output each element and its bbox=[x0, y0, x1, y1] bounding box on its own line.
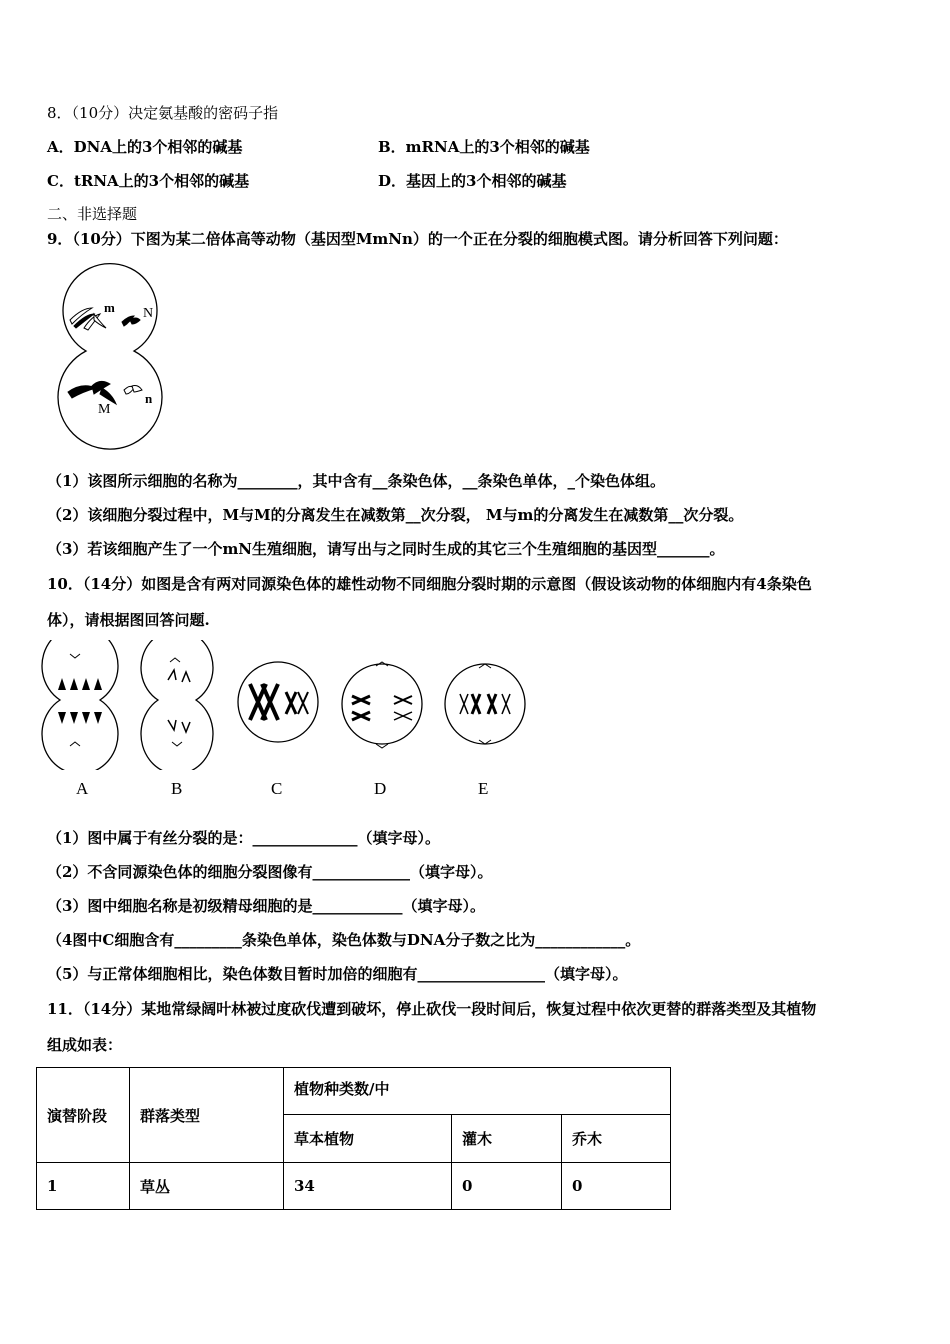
cell-shrub: 0 bbox=[452, 1163, 562, 1210]
cell-e bbox=[445, 664, 525, 744]
q9-cell-diagram bbox=[44, 258, 176, 458]
cell-a bbox=[42, 640, 118, 770]
q10-sub5: （5）与正常体细胞相比，染色体数目暂时加倍的细胞有_________________（填字母）。 bbox=[47, 965, 628, 983]
label-m: m bbox=[104, 300, 115, 315]
q11-stem-line2: 组成如表： bbox=[47, 1036, 123, 1054]
q9-stem: 9．（10分）下图为某二倍体高等动物（基因型MmNn）的一个正在分裂的细胞模式图。请分析回答下列问题： bbox=[47, 230, 788, 248]
q10-sub1: （1）图中属于有丝分裂的是：______________（填字母）。 bbox=[47, 829, 440, 847]
figure-label-c: C bbox=[271, 779, 283, 798]
q10-sub4: （4图中C细胞含有_________条染色单体，染色体数与DNA分子数之比为____________。 bbox=[47, 931, 641, 949]
header-type: 群落类型 bbox=[130, 1068, 284, 1163]
cell-membrane bbox=[58, 264, 162, 450]
q8-option-c[interactable]: C．tRNA上的3个相邻的碱基 bbox=[47, 172, 250, 190]
cell-herb: 34 bbox=[284, 1163, 452, 1210]
header-species: 植物种类数/中 bbox=[284, 1068, 671, 1115]
q9-sub3: （3）若该细胞产生了一个mN生殖细胞，请写出与之同时生成的其它三个生殖细胞的基因型_______。 bbox=[47, 540, 725, 558]
figure-label-d: D bbox=[374, 779, 387, 798]
table-row bbox=[37, 1163, 671, 1210]
q10-sub2: （2）不含同源染色体的细胞分裂图像有_____________（填字母）。 bbox=[47, 863, 493, 881]
q8-option-a[interactable]: A．DNA上的3个相邻的碱基 bbox=[47, 138, 243, 156]
label-M: M bbox=[98, 402, 111, 417]
label-N: N bbox=[143, 306, 154, 321]
succession-table bbox=[36, 1067, 671, 1210]
cell-stage: 1 bbox=[37, 1163, 130, 1210]
q8-stem: 8．（10分）决定氨基酸的密码子指 bbox=[47, 104, 279, 122]
cell-tree: 0 bbox=[562, 1163, 671, 1210]
cell-b bbox=[141, 640, 213, 770]
figure-label-b: B bbox=[171, 779, 183, 798]
header-shrub: 灌木 bbox=[452, 1115, 562, 1163]
q9-sub2: （2）该细胞分裂过程中，M与M的分离发生在减数第__次分裂， M与m的分离发生在减数第__次分裂。 bbox=[47, 506, 744, 524]
q10-stem-line1: 10．（14分）如图是含有两对同源染色体的雄性动物不同细胞分裂时期的示意图（假设该动物的体细胞内有4条染色 bbox=[47, 575, 812, 593]
figure-label-a: A bbox=[76, 779, 89, 798]
header-stage: 演替阶段 bbox=[37, 1068, 130, 1163]
section-title: 二、非选择题 bbox=[47, 205, 138, 223]
header-herb: 草本植物 bbox=[284, 1115, 452, 1163]
label-n: n bbox=[145, 391, 153, 406]
header-tree: 乔木 bbox=[562, 1115, 671, 1163]
q10-stem-line2: 体），请根据图回答问题. bbox=[47, 611, 210, 629]
figure-label-e: E bbox=[478, 779, 489, 798]
cell-d bbox=[342, 662, 422, 748]
chromosomes-bottom bbox=[68, 381, 142, 404]
cell-c bbox=[238, 662, 318, 742]
cell-type: 草丛 bbox=[130, 1163, 284, 1210]
q11-stem-line1: 11．（14分）某地常绿阔叶林被过度砍伐遭到破坏，停止砍伐一段时间后，恢复过程中依次更替的群落类型及其植物 bbox=[47, 1000, 817, 1018]
q10-cell-figure bbox=[40, 640, 540, 770]
q9-sub1: （1）该图所示细胞的名称为________，其中含有__条染色体，__条染色单体，_个染色体组。 bbox=[47, 472, 665, 490]
q10-sub3: （3）图中细胞名称是初级精母细胞的是____________（填字母）。 bbox=[47, 897, 485, 915]
q8-option-b[interactable]: B．mRNA上的3个相邻的碱基 bbox=[378, 138, 590, 156]
q8-option-d[interactable]: D．基因上的3个相邻的碱基 bbox=[378, 172, 567, 190]
